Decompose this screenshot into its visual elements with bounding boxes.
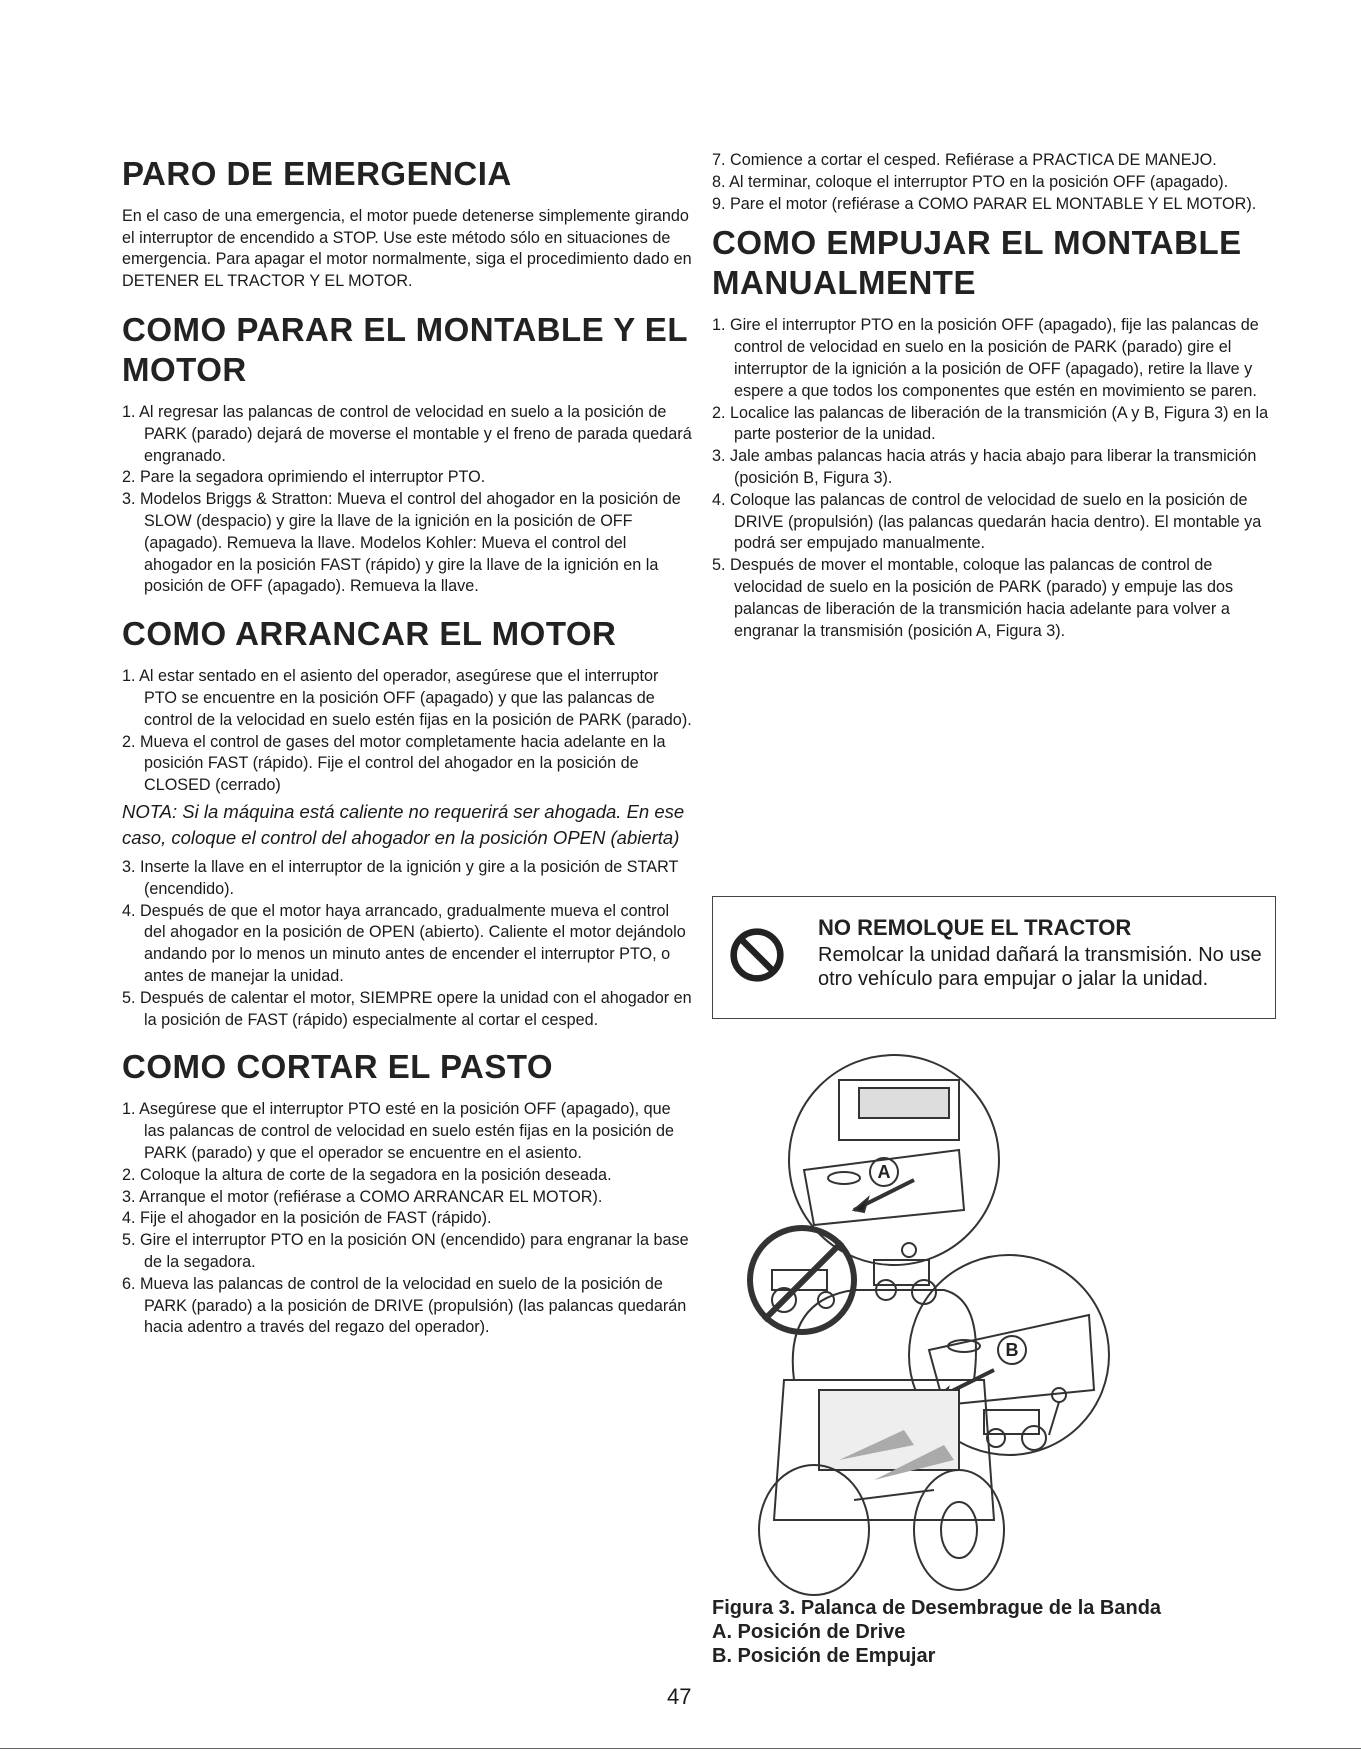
mow-steps-continued: [712, 150, 1277, 215]
list-item: 8. Al terminar, coloque el interruptor PTO en la posición OFF (apagado).: [712, 172, 1229, 191]
list-item: 5. Después de calentar el motor, SIEMPRE opere la unidad con el ahogador en la posición de FAST (rápido) especialmente al cortar el cesped.: [122, 988, 692, 1029]
list-item: 3. Jale ambas palancas hacia atrás y hacia abajo para liberar la transmición (posición B, Figura 3).: [712, 447, 1257, 487]
list-item: 3. Inserte la llave en el interruptor de la ignición y gire a la posición de START (encendido).: [122, 857, 679, 898]
push-heading: COMO EMPUJAR EL MONTABLE MANUALMENTE: [712, 224, 1242, 302]
mow-heading: COMO CORTAR EL PASTO: [122, 1048, 554, 1086]
prohibition-icon: [729, 927, 785, 983]
warning-box: [712, 896, 1276, 1019]
right-column: [712, 150, 1277, 658]
callout-a-label: A: [877, 1162, 891, 1182]
list-item: 2. Localice las palancas de liberación de la transmición (A y B, Figura 3) en la parte posterior de la unidad.: [712, 403, 1269, 444]
list-item: 4. Después de que el motor haya arrancado, gradualmente mueva el control del ahogador en la posición de OPEN (abierto). Caliente el motor dejándolo andando por lo menos un minuto antes de encender el interruptor PTO, o antes de manejar la unidad.: [122, 901, 686, 985]
start-steps-a: [122, 666, 692, 797]
stop-steps: [122, 402, 692, 598]
list-item: 1. Al estar sentado en el asiento del operador, asegúrese que el interruptor PTO se encuentre en la posición OFF (apagado) y que las palancas de control de la velocidad en suelo estén fijas en la posición de PARK (parado).: [122, 667, 692, 729]
caption-b: B. Posición de Empujar: [712, 1645, 936, 1667]
list-item: 4. Coloque las palancas de control de velocidad de suelo en la posición de DRIVE (propulsión) (las palancas quedarán hacia dentro). El montable ya podrá ser empujado manualmente.: [712, 490, 1262, 553]
list-item: 5. Gire el interruptor PTO en la posición ON (encendido) para engranar la base de la segadora.: [122, 1231, 689, 1271]
warning-body: Remolcar la unidad dañará la transmisión. No use otro vehículo para empujar o jalar la unidad.: [818, 944, 1262, 990]
stop-heading: COMO PARAR EL MONTABLE Y EL MOTOR: [122, 311, 688, 388]
list-item: 2. Pare la segadora oprimiendo el interruptor PTO.: [122, 468, 486, 487]
list-item: 1. Gire el interruptor PTO en la posición OFF (apagado), fije las palancas de control de velocidad en suelo en la posición de PARK (parado) gire el interruptor de la ignición a la posición de OFF (apagado), retire la llave y espere a que todos los componentes que estén en movimiento se paren.: [712, 316, 1259, 400]
emergency-heading: PARO DE EMERGENCIA: [122, 155, 512, 192]
mow-steps: [122, 1099, 692, 1339]
list-item: 1. Al regresar las palancas de control de velocidad en suelo a la posición de PARK (parado) dejará de moverse el montable y el freno de parada quedará engranado.: [122, 403, 692, 465]
caption-a: A. Posición de Drive: [712, 1621, 906, 1643]
callout-b-label: B: [1005, 1340, 1019, 1360]
list-item: 2. Coloque la altura de corte de la segadora en la posición deseada.: [122, 1165, 612, 1184]
bottom-divider: [0, 1748, 1361, 1749]
lever-figure-illustration: [744, 1050, 1224, 1600]
list-item: 3. Modelos Briggs & Stratton: Mueva el control del ahogador en la posición de SLOW (despacio) y gire la llave de la ignición en la posición de OFF (apagado). Remueva la llave. Modelos Kohler: Mueva el control del ahogador en la posición FAST (rápido) y gire la llave de la ignición en la posición de OFF (apagado). Remueva la llave.: [122, 490, 681, 596]
list-item: 1. Asegúrese que el interruptor PTO esté en la posición OFF (apagado), que las palancas de control de velocidad en suelo estén fijas en la posición de PARK (parado) y que el operador se encuentre en el asiento.: [122, 1100, 675, 1162]
list-item: 6. Mueva las palancas de control de la velocidad en suelo de la posición de PARK (parado) a la posición de DRIVE (propulsión) (las palancas quedarán hacia adentro a través del regazo del operador).: [122, 1274, 687, 1337]
push-steps: [712, 315, 1277, 642]
list-item: 7. Comience a cortar el cesped. Refiérase a PRACTICA DE MANEJO.: [712, 151, 1217, 169]
list-item: 5. Después de mover el montable, coloque las palancas de control de velocidad de suelo en la posición de PARK (parado) y empuje las dos palancas de liberación de la transmición hacia adelante para volver a engranar la transmisión (posición A, Figura 3).: [712, 556, 1234, 640]
list-item: 4. Fije el ahogador en la posición de FAST (rápido).: [122, 1209, 492, 1228]
list-item: 3. Arranque el motor (refiérase a COMO ARRANCAR EL MOTOR).: [122, 1187, 603, 1206]
caption-title: Figura 3. Palanca de Desembrague de la Banda: [712, 1597, 1162, 1619]
choke-note: NOTA: Si la máquina está caliente no requerirá ser ahogada. En ese caso, coloque el control del ahogador en la posición OPEN (abierta): [122, 800, 685, 848]
start-heading: COMO ARRANCAR EL MOTOR: [122, 615, 617, 653]
left-column: [122, 150, 692, 1355]
start-steps-b: [122, 857, 692, 1031]
list-item: 9. Pare el motor (refiérase a COMO PARAR EL MONTABLE Y EL MOTOR).: [712, 194, 1257, 213]
list-item: 2. Mueva el control de gases del motor completamente hacia adelante en la posición FAST (rápido). Fije el control del ahogador en la posición de CLOSED (cerrado): [122, 732, 666, 795]
figure-caption: [712, 1596, 1272, 1668]
emergency-body: En el caso de una emergencia, el motor puede detenerse simplemente girando el interruptor de encendido a STOP. Use este método sólo en situaciones de emergencia. Para apagar el motor normalmente, siga el procedimiento dado en DETENER EL TRACTOR Y EL MOTOR.: [122, 207, 692, 290]
warning-title: NO REMOLQUE EL TRACTOR: [818, 915, 1132, 940]
page-number: 47: [667, 1684, 692, 1709]
